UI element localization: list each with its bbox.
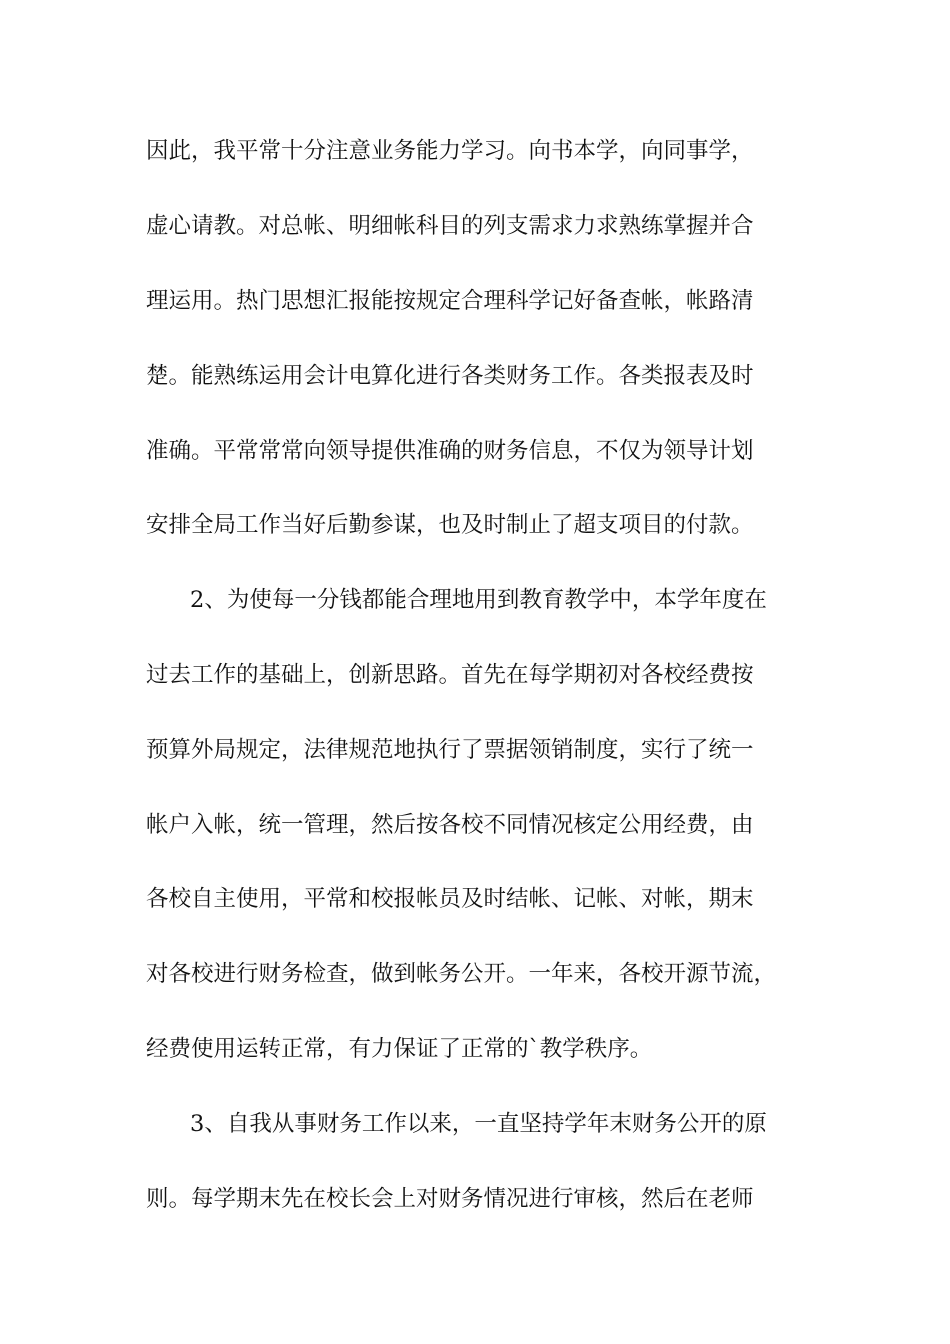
- line-text: 对各校进行财务检查，做到帐务公开。一年来，各校开源节流，: [146, 961, 777, 987]
- text-line: [0, 356, 950, 396]
- text-line: [0, 730, 950, 770]
- text-line: [0, 131, 950, 171]
- text-line: [0, 954, 950, 994]
- text-line: [0, 431, 950, 471]
- line-text: 准确。平常常常向领导提供准确的财务信息，不仅为领导计划: [146, 438, 754, 464]
- text-line: [0, 655, 950, 695]
- paragraph-first-line: [0, 580, 950, 620]
- line-text: 帐户入帐，统一管理，然后按各校不同情况核定公用经费，由: [146, 812, 754, 838]
- text-line: [0, 879, 950, 919]
- line-text: 预算外局规定，法律规范地执行了票据领销制度，实行了统一: [146, 737, 754, 763]
- line-text: 2、为使每一分钱都能合理地用到教育教学中，本学年度在: [190, 587, 767, 613]
- line-text: 3、自我从事财务工作以来，一直坚持学年末财务公开的原: [190, 1111, 767, 1137]
- line-text: 过去工作的基础上，创新思路。首先在每学期初对各校经费按: [146, 662, 754, 688]
- text-line: [0, 281, 950, 321]
- paragraph-first-line: [0, 1104, 950, 1144]
- text-line: [0, 1179, 950, 1219]
- line-text: 楚。能熟练运用会计电算化进行各类财务工作。各类报表及时: [146, 363, 754, 389]
- line-text: 经费使用运转正常，有力保证了正常的`教学秩序。: [146, 1036, 653, 1062]
- line-text: 理运用。热门思想汇报能按规定合理科学记好备查帐，帐路清: [146, 288, 754, 314]
- line-text: 虚心请教。对总帐、明细帐科目的列支需求力求熟练掌握并合: [146, 213, 754, 239]
- text-line: [0, 206, 950, 246]
- text-line: [0, 1029, 950, 1069]
- line-text: 因此，我平常十分注意业务能力学习。向书本学，向同事学，: [146, 138, 754, 164]
- line-text: 安排全局工作当好后勤参谋，也及时制止了超支项目的付款。: [146, 512, 754, 538]
- line-text: 则。每学期末先在校长会上对财务情况进行审核，然后在老师: [146, 1186, 754, 1212]
- line-text: 各校自主使用，平常和校报帐员及时结帐、记帐、对帐，期末: [146, 886, 754, 912]
- text-line: [0, 505, 950, 545]
- text-line: [0, 805, 950, 845]
